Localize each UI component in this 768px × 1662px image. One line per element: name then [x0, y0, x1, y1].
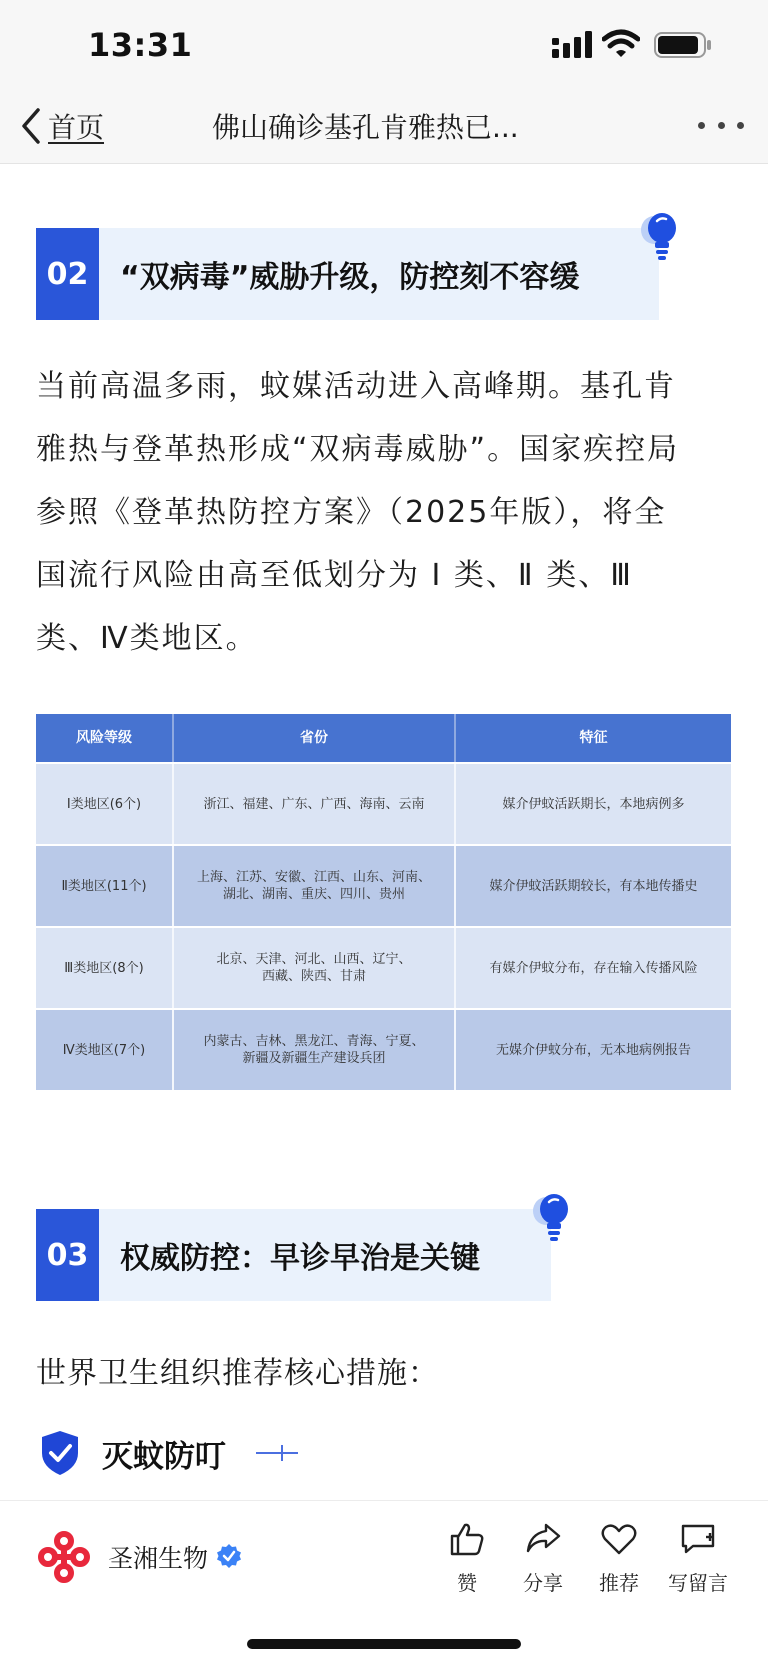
- column-header: 特征: [456, 714, 731, 762]
- back-button[interactable]: [18, 100, 104, 152]
- decorative-line: [256, 1443, 298, 1463]
- shield-check-icon: [38, 1429, 82, 1477]
- chevron-left-icon: [18, 106, 44, 146]
- lightbulb-icon: [636, 212, 682, 262]
- feature-cell: 有媒介伊蚊分布，存在输入传播风险: [456, 928, 731, 1008]
- section-number: 02: [36, 228, 99, 320]
- section-header-03: [36, 1209, 551, 1301]
- provinces-cell: 浙江、福建、广东、广西、海南、云南: [174, 764, 456, 844]
- risk-level-cell: Ⅱ类地区(11个): [36, 846, 174, 926]
- provinces-cell: 内蒙古、吉林、黑龙江、青海、宁夏、 新疆及新疆生产建设兵团: [174, 1010, 456, 1090]
- provinces-cell: 北京、天津、河北、山西、辽宁、 西藏、陕西、甘肃: [174, 928, 456, 1008]
- table-header-row: [36, 714, 731, 762]
- wifi-icon: [602, 28, 640, 60]
- risk-level-cell: Ⅲ类地区(8个): [36, 928, 174, 1008]
- paragraph-line: 参照《登革热防控方案》（2025年版），将全: [36, 495, 667, 530]
- risk-level-cell: Ⅰ类地区(6个): [36, 764, 174, 844]
- paragraph-line: 类、Ⅳ类地区。: [36, 621, 258, 656]
- share-icon: [524, 1521, 562, 1557]
- paragraph-line: 当前高温多雨，蚊媒活动进入高峰期。基孔肯: [36, 369, 676, 404]
- like-label: 赞: [457, 1571, 477, 1595]
- brand-name[interactable]: 圣湘生物: [108, 1544, 209, 1573]
- cellular-signal-icon: [552, 30, 594, 60]
- status-bar: [0, 0, 768, 90]
- home-indicator[interactable]: [247, 1639, 521, 1649]
- sub-heading-label: 灭蚊防叮: [102, 1438, 226, 1475]
- comment-button[interactable]: [660, 1521, 736, 1596]
- table-row: [36, 846, 731, 926]
- table-row: [36, 1010, 731, 1090]
- bottom-action-bar: [0, 1500, 768, 1662]
- brand-logo-icon[interactable]: [36, 1529, 92, 1585]
- page-title: 佛山确诊基孔肯雅热已...: [212, 111, 519, 144]
- back-label: 首页: [48, 111, 105, 144]
- verified-badge-icon: [216, 1543, 242, 1569]
- section-number: 03: [36, 1209, 99, 1301]
- heart-icon: [600, 1521, 638, 1557]
- risk-level-table: [36, 714, 731, 1090]
- paragraph-line: 雅热与登革热形成“双病毒威胁”。国家疾控局: [36, 432, 680, 467]
- section-header-02: [36, 228, 659, 320]
- nav-bar: [0, 90, 768, 164]
- comment-icon: [679, 1521, 717, 1557]
- like-button[interactable]: [429, 1521, 505, 1596]
- column-header: 省份: [174, 714, 456, 762]
- section-title: 权威防控：早诊早治是关键: [120, 1241, 480, 1276]
- thumbs-up-icon: [448, 1521, 486, 1557]
- feature-cell: 无媒介伊蚊分布，无本地病例报告: [456, 1010, 731, 1090]
- table-row: [36, 764, 731, 844]
- paragraph-line: 国流行风险由高至低划分为 Ⅰ 类、Ⅱ 类、Ⅲ: [36, 558, 633, 593]
- feature-cell: 媒介伊蚊活跃期较长，有本地传播史: [456, 846, 731, 926]
- sub-heading-item: [38, 1428, 298, 1478]
- article-paragraph: [36, 355, 736, 670]
- comment-label: 写留言: [668, 1571, 728, 1595]
- risk-level-cell: Ⅳ类地区(7个): [36, 1010, 174, 1090]
- share-label: 分享: [523, 1571, 563, 1595]
- more-options-icon[interactable]: [698, 110, 744, 140]
- section-title: “双病毒”威胁升级，防控刻不容缓: [120, 260, 580, 295]
- battery-icon: [654, 32, 712, 58]
- table-row: [36, 928, 731, 1008]
- feature-cell: 媒介伊蚊活跃期长，本地病例多: [456, 764, 731, 844]
- recommend-button[interactable]: [581, 1521, 657, 1596]
- column-header: 风险等级: [36, 714, 174, 762]
- provinces-cell: 上海、江苏、安徽、江西、山东、河南、 湖北、湖南、重庆、四川、贵州: [174, 846, 456, 926]
- section-lead-text: 世界卫生组织推荐核心措施：: [36, 1356, 439, 1391]
- recommend-label: 推荐: [599, 1571, 639, 1595]
- status-time: 13:31: [88, 26, 193, 64]
- lightbulb-icon: [528, 1193, 574, 1243]
- share-button[interactable]: [505, 1521, 581, 1596]
